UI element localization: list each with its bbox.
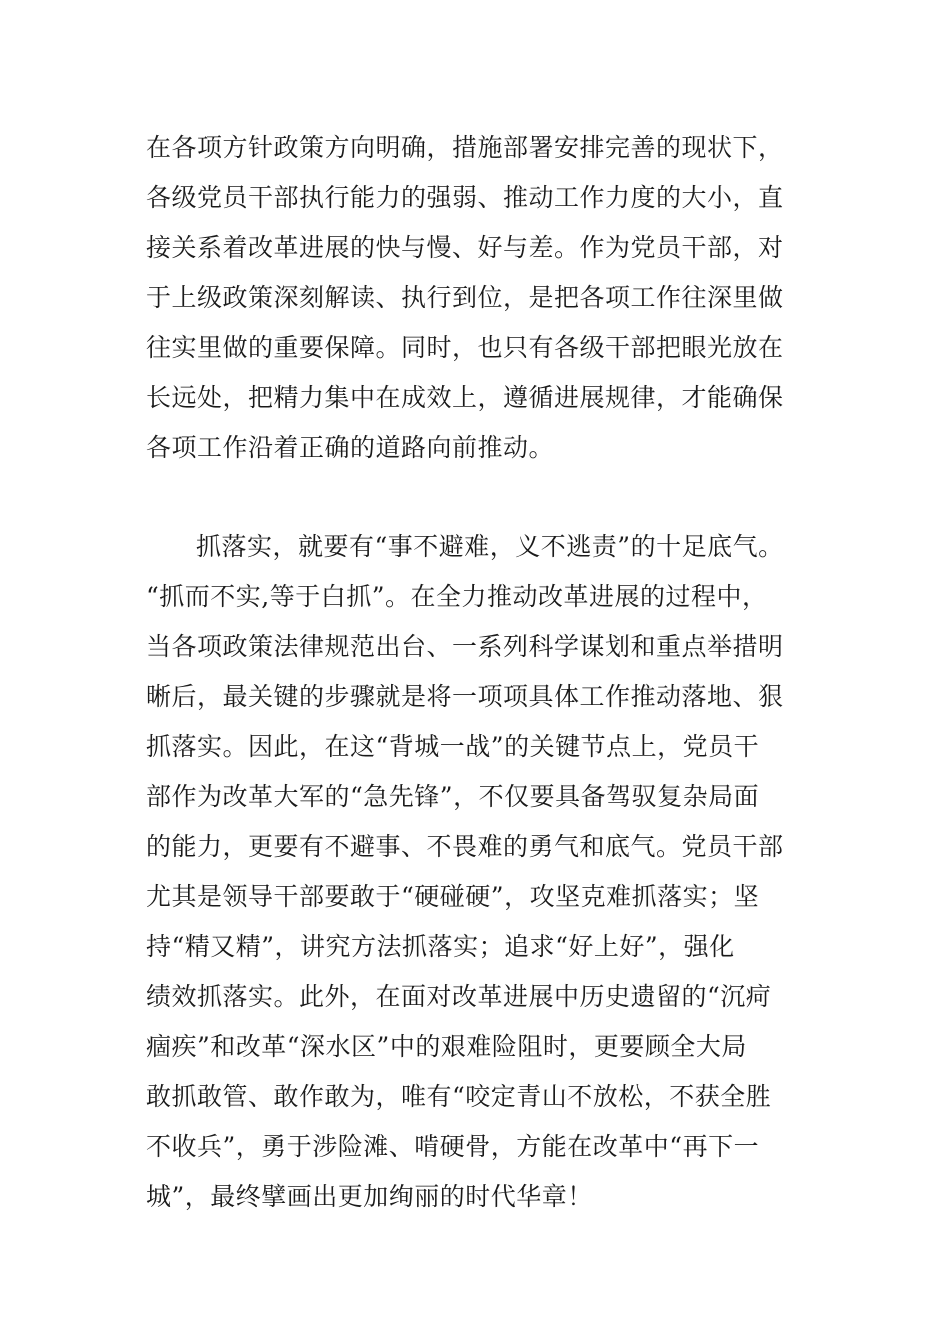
paragraph-line: 的能力，更要有不避事、不畏难的勇气和底气。党员干部	[146, 832, 784, 861]
paragraph-line: 各项工作沿着正确的道路向前推动。	[146, 433, 555, 462]
paragraph-line: 抓落实，就要有“事不避难，义不逃责”的十足底气。	[196, 532, 784, 561]
paragraph-line: 尤其是领导干部要敢于“硬碰硬”，攻坚克难抓落实；坚	[146, 882, 760, 911]
paragraph-line: 城”，最终擘画出更加绚丽的时代华章！	[146, 1182, 593, 1211]
paragraph-line: 绩效抓落实。此外，在面对改革进展中历史遗留的“沉疴	[146, 982, 772, 1011]
paragraph-line: 当各项政策法律规范出台、一系列科学谋划和重点举措明	[146, 632, 784, 661]
paragraph-line: 长远处，把精力集中在成效上，遵循进展规律，才能确保	[146, 383, 784, 412]
paragraph-line: 不收兵”，勇于涉险滩、啃硬骨，方能在改革中“再下一	[146, 1132, 760, 1161]
paragraph-line: 痼疾”和改革“深水区”中的艰难险阻时，更要顾全大局	[146, 1032, 747, 1061]
paragraph-line: 在各项方针政策方向明确，措施部署安排完善的现状下，	[146, 133, 784, 162]
paragraph-line: 晰后，最关键的步骤就是将一项项具体工作推动落地、狠	[146, 682, 784, 711]
paragraph-line: 敢抓敢管、敢作敢为，唯有“咬定青山不放松，不获全胜	[146, 1082, 772, 1111]
paragraph-line: 于上级政策深刻解读、执行到位，是把各项工作往深里做	[146, 283, 784, 312]
paragraph-line: 部作为改革大军的“急先锋”，不仅要具备驾驭复杂局面	[146, 782, 760, 811]
paragraph-line: “抓而不实,等于白抓”。在全力推动改革进展的过程中，	[146, 582, 768, 611]
paragraph-line: 各级党员干部执行能力的强弱、推动工作力度的大小，直	[146, 183, 784, 212]
paragraph-line: 持“精又精”，讲究方法抓落实；追求“好上好”，强化	[146, 932, 735, 961]
paragraph-line: 往实里做的重要保障。同时，也只有各级干部把眼光放在	[146, 333, 784, 362]
paragraph-line: 接关系着改革进展的快与慢、好与差。作为党员干部，对	[146, 233, 784, 262]
paragraph-line: 抓落实。因此，在这“背城一战”的关键节点上，党员干	[146, 732, 760, 761]
